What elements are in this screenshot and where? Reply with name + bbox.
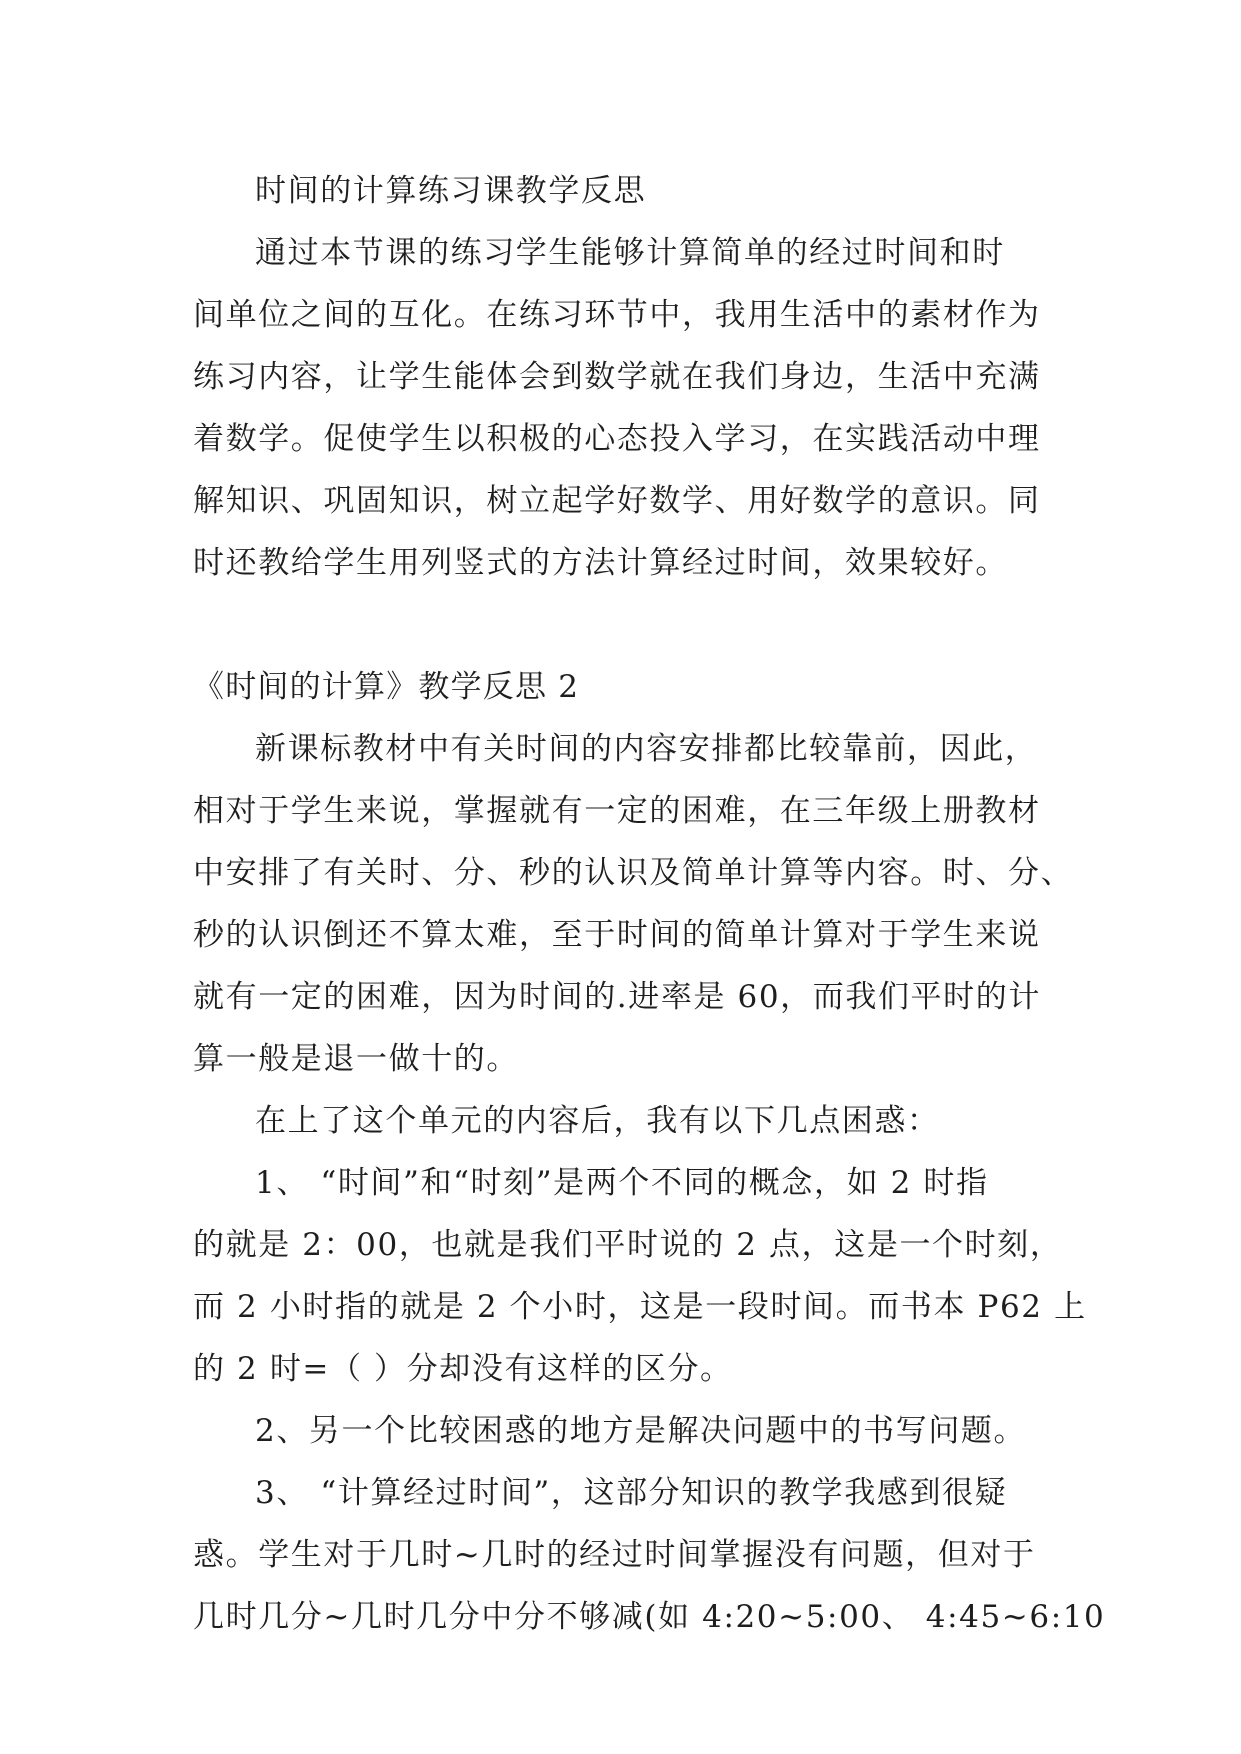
section-gap <box>193 594 1063 656</box>
section2-title: 《时间的计算》教学反思 2 <box>193 669 580 705</box>
paragraph-line: 时还教给学生用列竖式的方法计算经过时间，效果较好。 <box>193 545 1008 581</box>
section1-title: 时间的计算练习课教学反思 <box>255 173 647 209</box>
paragraph-line: 着数学。促使学生以积极的心态投入学习，在实践活动中理 <box>193 421 1041 457</box>
paragraph-line: 的就是 2：00，也就是我们平时说的 2 点，这是一个时刻， <box>193 1227 1063 1263</box>
paragraph-line: 中安排了有关时、分、秒的认识及简单计算等内容。时、分、 <box>193 855 1074 891</box>
paragraph-line: 间单位之间的互化。在练习环节中，我用生活中的素材作为 <box>193 297 1041 333</box>
section2-paragraph-1 <box>193 718 1074 1090</box>
paragraph-line: 3、 “计算经过时间”，这部分知识的教学我感到很疑 <box>255 1475 1008 1511</box>
paragraph-line: 解知识、巩固知识，树立起学好数学、用好数学的意识。同 <box>193 483 1041 519</box>
document-body <box>193 160 1106 1648</box>
paragraph-line: 练习内容，让学生能体会到数学就在我们身边，生活中充满 <box>193 359 1041 395</box>
section2-paragraph-5 <box>193 1462 1106 1648</box>
section1-paragraph <box>193 222 1063 594</box>
section2-paragraph-3 <box>193 1152 1087 1400</box>
paragraph-line: 秒的认识倒还不算太难，至于时间的简单计算对于学生来说 <box>193 917 1041 953</box>
paragraph-line: 新课标教材中有关时间的内容安排都比较靠前，因此， <box>255 731 1038 767</box>
paragraph-line: 就有一定的困难，因为时间的.进率是 60，而我们平时的计 <box>193 979 1041 1015</box>
section2-paragraph-4 <box>193 1400 1063 1462</box>
paragraph-line: 1、 “时间”和“时刻”是两个不同的概念，如 2 时指 <box>255 1165 989 1201</box>
paragraph-line: 相对于学生来说，掌握就有一定的困难，在三年级上册教材 <box>193 793 1041 829</box>
paragraph-line: 算一般是退一做十的。 <box>193 1041 519 1077</box>
paragraph-line: 2、另一个比较困惑的地方是解决问题中的书写问题。 <box>255 1413 1027 1449</box>
paragraph-line: 通过本节课的练习学生能够计算简单的经过时间和时 <box>255 235 1005 271</box>
paragraph-line: 惑。学生对于几时~几时的经过时间掌握没有问题，但对于 <box>193 1537 1036 1573</box>
paragraph-line: 而 2 小时指的就是 2 个小时，这是一段时间。而书本 P62 上 <box>193 1289 1087 1325</box>
section2-paragraph-2 <box>193 1090 1063 1152</box>
paragraph-line: 几时几分~几时几分中分不够减(如 4:20~5:00、 4:45~6:10 <box>193 1599 1106 1635</box>
paragraph-line: 的 2 时=（ ）分却没有这样的区分。 <box>193 1351 733 1387</box>
paragraph-line: 在上了这个单元的内容后，我有以下几点困惑： <box>255 1103 940 1139</box>
